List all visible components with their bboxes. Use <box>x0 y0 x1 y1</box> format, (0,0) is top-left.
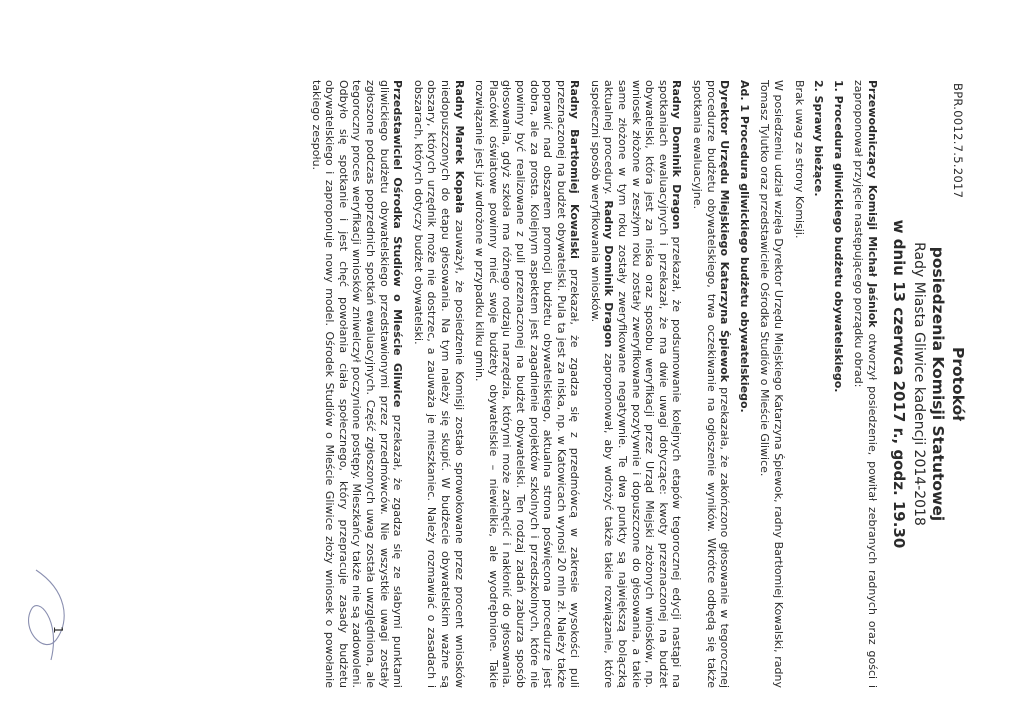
section-heading-ad1: Ad. 1 Procedura gliwickiego budżetu obywatelskiego. <box>737 80 751 413</box>
document-reference: BPR.0012.7.5.2017 <box>951 83 965 199</box>
paragraph-kopala <box>411 80 465 688</box>
paragraph-text: przekazał, że podsumowanie kolejnych etapów tegorocznej edycji nastąpi na spotkaniach ewaluacyjnych i przekazał, że ma dwie uwagi dotyczące: kwoty przeznaczonej na budżet obywatelski, która jest za niska oraz sposobu weryfikacji przez Urząd Miejski złożonych wniosków, np. wniosek złożone w zeszłym roku zostały zweryfikowane pozytywnie i dopuszczone do głosowania, a takie same złożone w tym roku zostały zweryfikowane negatywnie. Te dwa punkty są największą bolączką aktualnej procedury. <box>602 80 684 688</box>
speaker-name: Przewodniczący Komisji Michał Jaśniok <box>866 80 879 328</box>
paragraph-text: przekazał, że zgadza się z przedmówcą w zakresie wysokości puli przeznaczonej na budżet obywatelski. Pula ta jest za niska, np. w Katowicach wynosi 20 mln zł. Należy także poprawić nad obszarem promocji budżetu obywatelskiego, aktualna strona poświęcona procedurze jest dobra, ale za prosta. Kolejnym aspektem jest zagadnienie projektów szkolnych i przedszkolnych, które nie powinny być realizowane z puli przeznaczonej na budżet obywatelski. Ten rodzaj zadań zaburza sposób głosowania, gdyż szkoła ma różnego rodzaju narzędzia, którymi może zachęcić i nakłonić do głosowania. Placówki oświatowe powinny mieć swoje budżety obywatelskie – niewielkie, ale wyodrębnione. Takie rozwiązanie jest już wdrożone w przypadku kilku gmin. <box>473 80 582 688</box>
document-subtitle: Rady Miasta Gliwice kadencji 2014-2018 <box>911 242 927 526</box>
document-title-line2: posiedzenia Komisji Statutowej <box>929 246 947 522</box>
speaker-name: Dyrektor Urzędu Miejskiego Katarzyna Śpiewok <box>718 80 732 383</box>
speaker-name: Radny Dominik Dragon <box>670 80 684 230</box>
paragraph-no-remarks: Brak uwag ze strony Komisji. <box>792 80 806 239</box>
paragraph-text: otworzył posiedzenie, powitał zebranych radnych oraz gości i zaproponował przyjęcie następującego porządku obrad: <box>852 80 879 689</box>
speaker-name: Radny Dominik Dragon <box>602 200 616 348</box>
paragraph-text: zaproponował, aby wdrożyć także takie rozwiązanie, które uspołeczni sposób weryfikowania wniosków. <box>588 80 616 688</box>
speaker-name: Przedstawiciel Ośrodka Studiów o Mieście Gliwice <box>391 80 405 408</box>
paragraph-guests: W posiedzeniu udział wzięła Dyrektor Urzędu Miejskiego Katarzyna Śpiewok, radny Bartłomiej Kowalski, radny Tomasz Tylutko oraz przedstawiciele Ośrodka Studiów o Mieście Gliwice. <box>758 80 786 688</box>
signature-mark <box>16 560 76 680</box>
paragraph-opening <box>852 80 879 688</box>
speaker-name: Radny Marek Kopała <box>452 80 466 214</box>
speaker-name: Radny Bartłomiej Kowalski <box>568 80 582 259</box>
paragraph-text: przekazał, że zgadza się ze słabymi punktami gliwickiego budżetu obywatelskiego przedstawionymi przez przedmówców. Nie wszystkie uwagi zostały zgłoszone podczas poprzednich spotkań ewaluacyjnych. Część zgłoszonych uwag została uwzględniona, ale tegoroczny proces weryfikacji wniosków zniwelczył poczynione postępy. Mieszkańcy także nie są zadowoleni. Odbyło się spotkanie i jest chęć powołania ciała społecznego, który przepracuje zasady budżetu obywatelskiego i zaproponuje nowy model. Ośrodek Studiów o Mieście Gliwice złoży wniosek o powołanie takiego zespołu. <box>309 80 405 688</box>
agenda-item-1: 1. Procedura gliwickiego budżetu obywatelskiego. <box>831 80 845 393</box>
page-number: 1 <box>51 626 65 634</box>
paragraph-director <box>690 80 731 688</box>
agenda-item-2: 2. Sprawy bieżące. <box>812 80 826 197</box>
paragraph-dragon <box>588 80 683 688</box>
meeting-date: w dniu 13 czerwca 2017 r., godz. 19.30 <box>890 219 908 549</box>
paragraph-text: zauważył, że posiedzenie Komisji zostało sprowokowane przez procent wniosków niedopuszczonych do etapu głosowania. Na tym należy się skupić. W budżecie obywatelskim ważne są obszary, których urzędnik może nie dostrzec, a zauważa je mieszkaniec. Należy rozmawiać o zasadach i obszarach, których dotyczy budżet obywatelski. <box>411 80 466 688</box>
paragraph-text: przekazała, że zakończono głosowanie w tegorocznej procedurze budżetu obywatelskiego, trwa oczekiwanie na ogłoszenie wyników. Wkrótce odbędą się także spotkania ewaluacyjne. <box>691 80 732 688</box>
paragraph-kowalski <box>473 80 582 688</box>
paragraph-osrodek <box>309 80 404 688</box>
document-title: Protokół <box>949 346 967 421</box>
